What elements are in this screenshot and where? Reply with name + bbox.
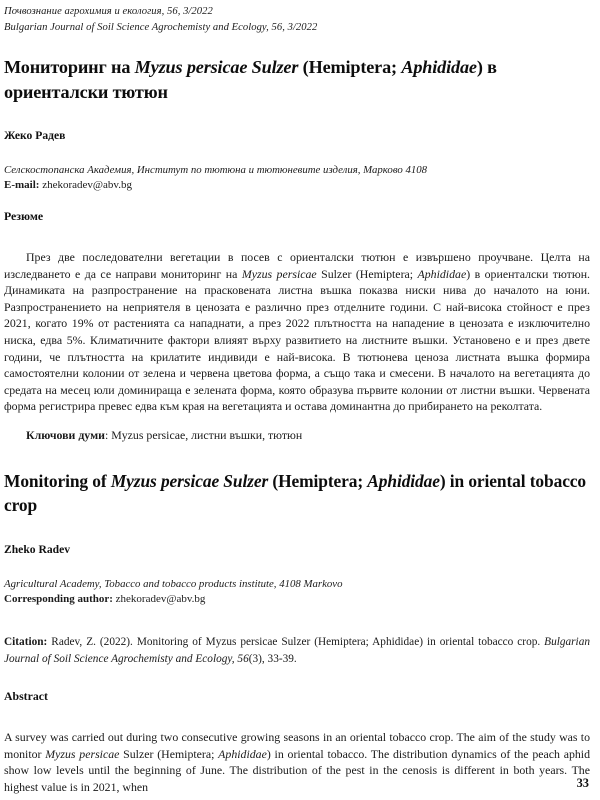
title-en-species-1: Myzus persicae Sulzer: [110, 471, 269, 492]
citation-journal: Bulgarian Journal of Soil Science Agrochemisty and Ecology, 56: [4, 636, 590, 665]
running-head: [4, 4, 590, 35]
affiliation-bulgarian: Селскостопанска Академия, Институт по тютюна и тютюневите изделия, Марково 4108: [4, 164, 428, 177]
corresponding-author-line: [4, 592, 590, 607]
abstract-en-segment-1: A survey was carried out during two consecutive growing seasons in an oriental tobacco crop. The aim of the study was to monitor: [4, 729, 590, 761]
abstract-bg-segment-2: Sulzer (Hemiptera;: [316, 266, 418, 281]
abstract-heading-english: Abstract: [4, 689, 48, 704]
corresponding-author-label: Corresponding author:: [4, 593, 113, 606]
abstract-bg-family: Aphididae: [417, 266, 467, 281]
citation-pages: (3), 33-39.: [248, 652, 297, 665]
abstract-en-segment-3: ) in oriental tobacco. The distribution dynamics of the peach aphid show low levels until the beginning of June. The distribution of the pest in the cenosis is different in both years. The highest value is in 2021, when: [4, 746, 591, 794]
abstract-heading-bulgarian: Резюме: [4, 209, 44, 224]
page-number: 33: [576, 776, 589, 790]
affiliation-english: Agricultural Academy, Tobacco and tobacco products institute, 4108 Markovo: [4, 578, 343, 591]
abstract-en-family: Aphididae: [218, 746, 267, 761]
running-head-bulgarian: Почвознание агрохимия и екология, 56, 3/2022: [4, 6, 213, 17]
title-en-segment-2: (Hemiptera;: [268, 471, 368, 492]
keywords-bulgarian: [4, 427, 590, 444]
citation-text: Radev, Z. (2022). Monitoring of Myzus persicae Sulzer (Hemiptera; Aphididae) in oriental tobacco crop.: [47, 636, 545, 649]
abstract-bg-segment-3: ) в ориенталски тютюн. Динамиката на разпространение на прасковената листна въшка показва ниски нива до началото на юни. Разпространението на неприятеля в ценозата е различно през отделните години. С най-висока стойност е през 2021, когато 19% от растенията са нападнати, а през 2022 плътността на нападение в ценозата е изключително ниска, едва 5%. Климатичните фактори влияят върху развитието на листните въшки. Установено е и през двете години, че плътността на крилатите индивиди е най-висока. В тютюнева ценоза листната въшка формира самостоятелни колонии от зелена и червена цветова форма, а също така и смесени. В началото на вегетацията до средата на месец юли доминираща е зелената форма, която образува първите колонии от листни въшки. Червената форма регистрира превес едва към края на вегетацията и остава доминантна до прибирането на реколтата.: [4, 266, 590, 414]
title-en-segment-1: Monitoring of: [4, 471, 111, 492]
citation-block: [4, 634, 590, 666]
running-head-english: Bulgarian Journal of Soil Science Agrochemisty and Ecology, 56, 3/2022: [4, 21, 318, 33]
title-bg-segment-2: (Hemiptera;: [298, 57, 402, 77]
title-en-segment-3: ) in oriental tobacco crop: [4, 471, 587, 516]
title-en-family: Aphididae: [367, 471, 440, 492]
title-bg-family: Aphididae: [401, 57, 477, 77]
title-bg-species-1: Myzus persicae Sulzer: [134, 57, 299, 77]
email-line-bulgarian: [4, 178, 590, 193]
title-bg-segment-1: Мониторинг на: [4, 57, 135, 77]
keywords-label: Ключови думи: [26, 427, 105, 442]
author-name-bulgarian: Жеко Радев: [4, 129, 66, 143]
abstract-bg-species: Myzus persicae: [241, 266, 317, 281]
page-title-english: [4, 469, 590, 517]
corresponding-author-email[interactable]: zhekoradev@abv.bg: [115, 593, 206, 606]
keywords-value: : Myzus persicae, листни въшки, тютюн: [104, 427, 303, 442]
abstract-body-bulgarian: [4, 249, 590, 415]
author-name-english: Zheko Radev: [4, 543, 71, 557]
abstract-en-species: Myzus persicae: [45, 746, 120, 761]
email-address[interactable]: zhekoradev@abv.bg: [42, 179, 132, 192]
abstract-body-english: [4, 729, 590, 795]
abstract-en-segment-2: Sulzer (Hemiptera;: [119, 746, 219, 761]
title-bg-segment-3: ) в ориенталски тютюн: [4, 57, 497, 102]
email-label: E-mail:: [4, 179, 40, 192]
citation-label: Citation:: [4, 636, 48, 649]
page-title-bulgarian: [4, 55, 590, 105]
abstract-bg-segment-1: През две последователни вегетации в посев с ориенталски тютюн е извършено проучване. Целта на изследването е да се направи мониторинг на: [4, 250, 590, 281]
